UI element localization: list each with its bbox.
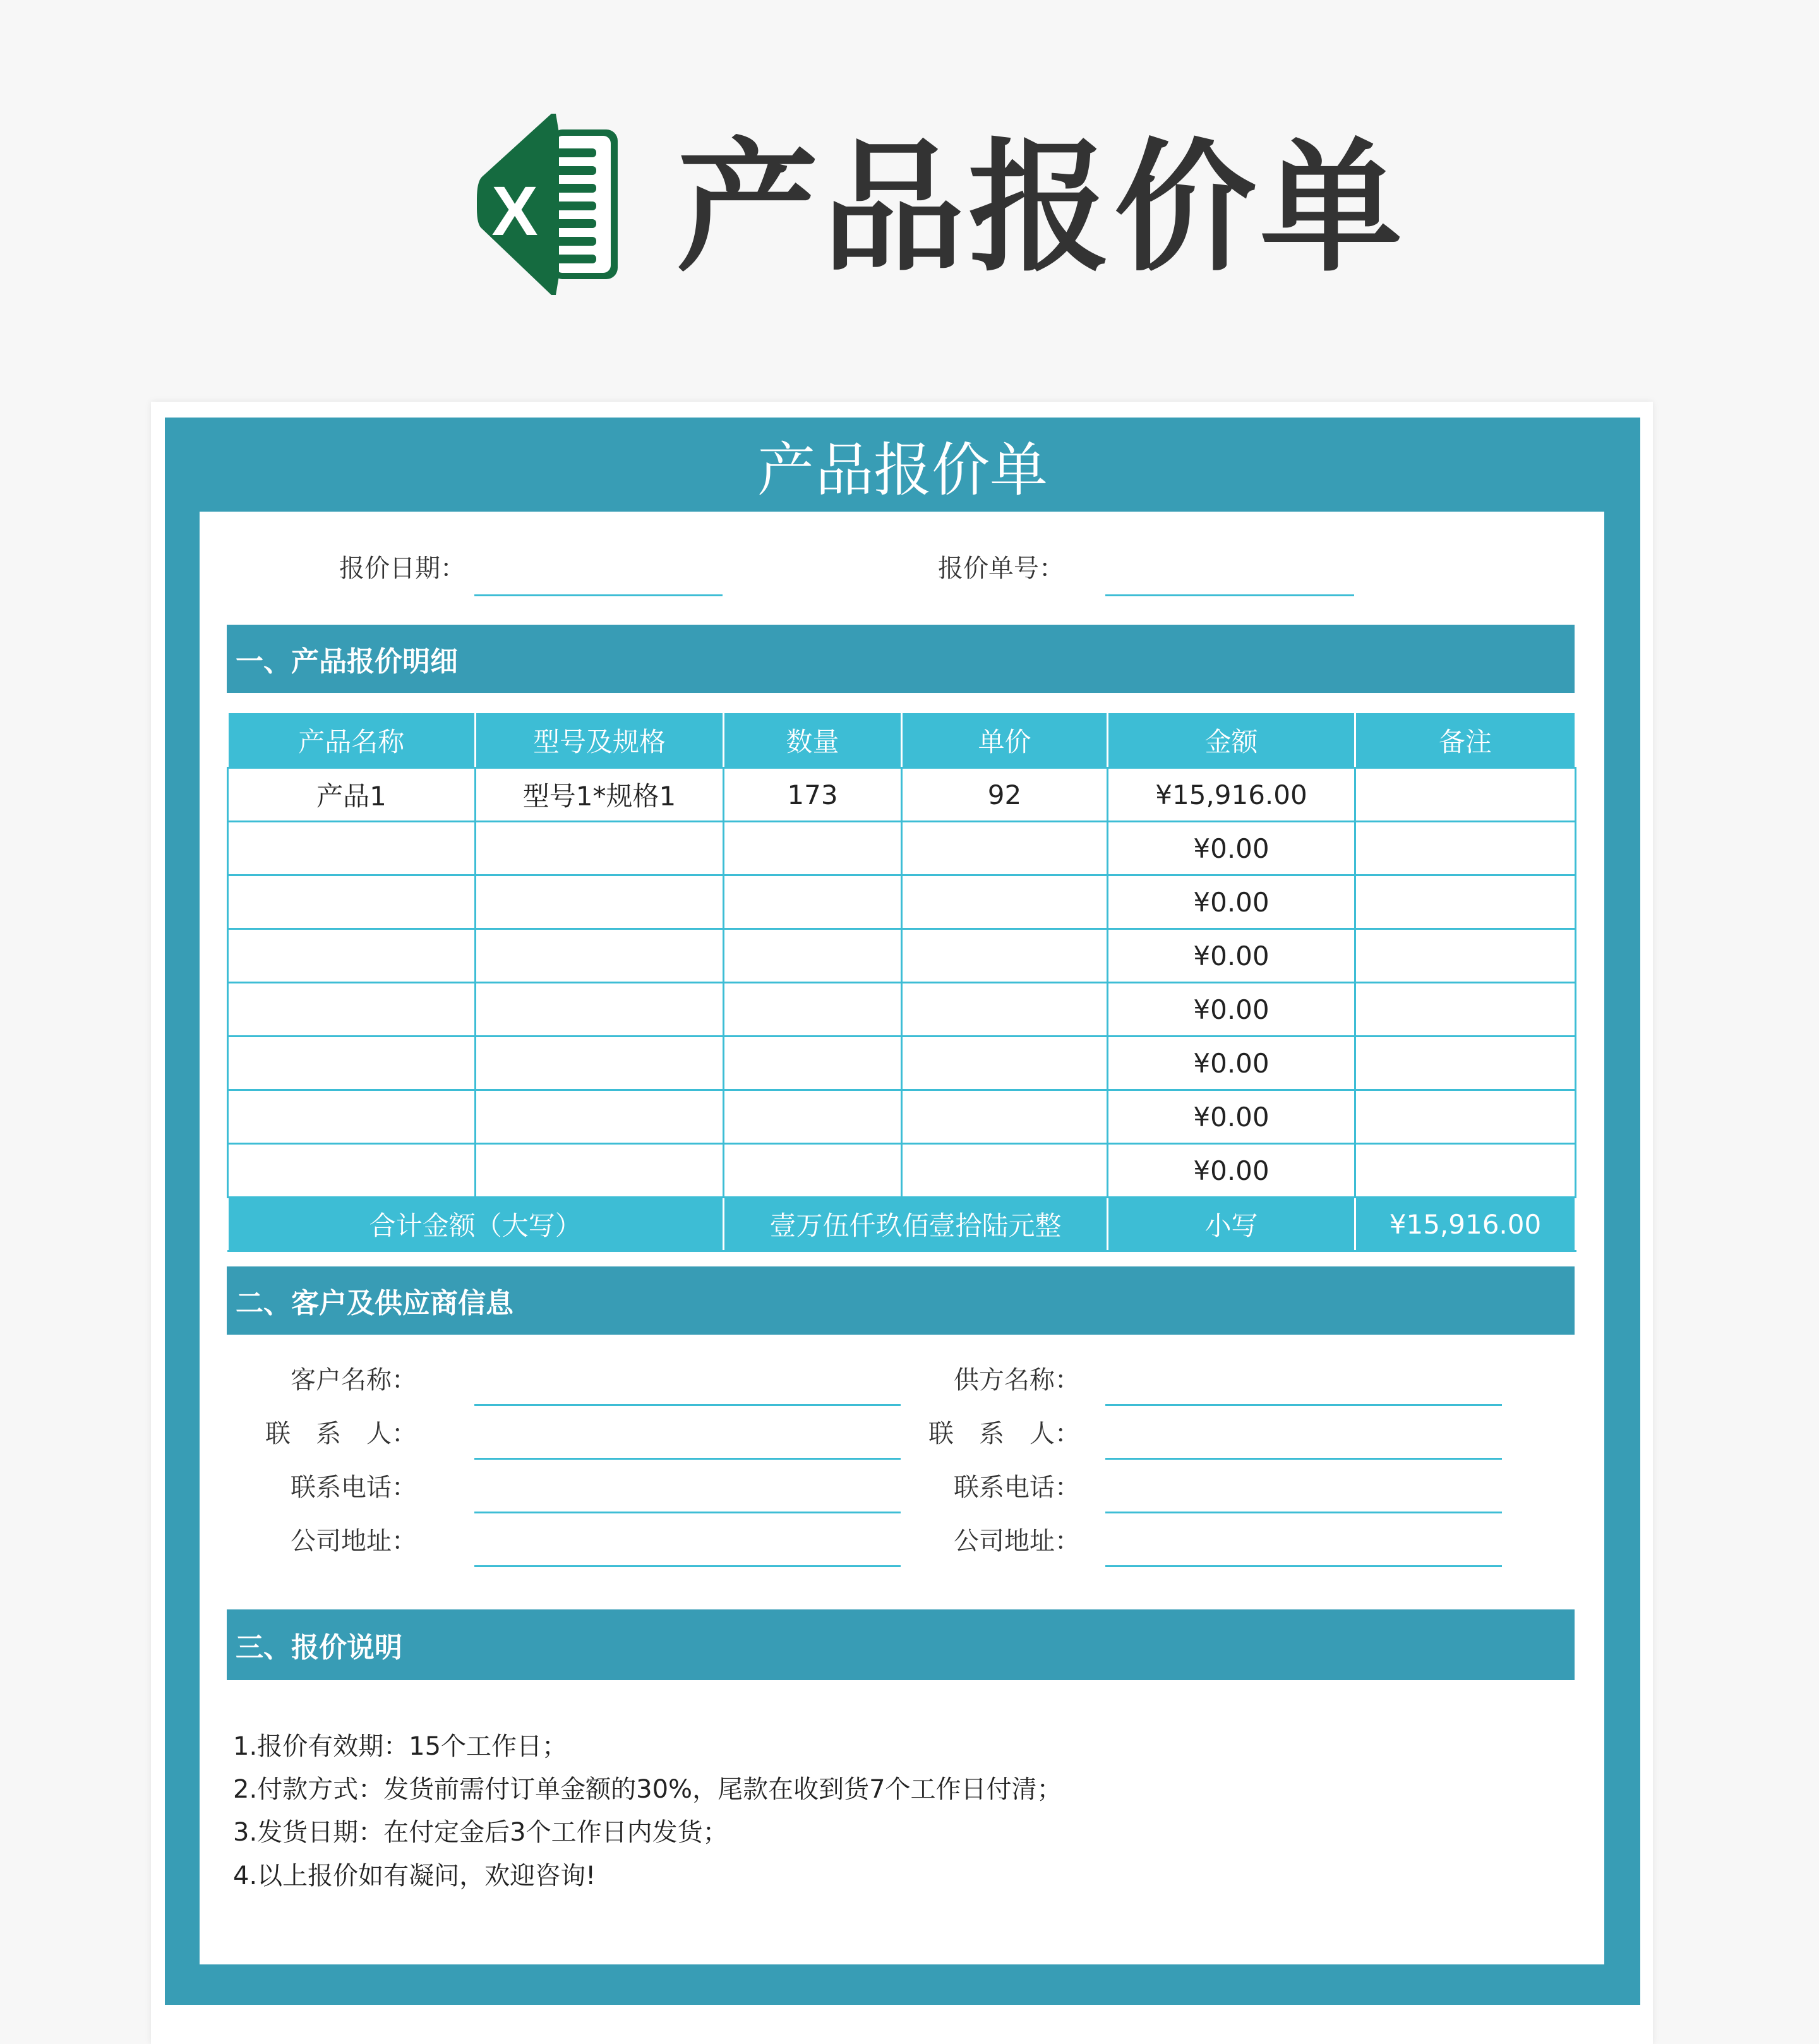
table-cell[interactable]: ¥0.00 xyxy=(1108,1090,1355,1144)
table-cell[interactable] xyxy=(476,929,724,983)
table-cell[interactable]: ¥15,916.00 xyxy=(1108,768,1355,822)
table-cell[interactable] xyxy=(724,1144,902,1198)
table-cell[interactable] xyxy=(1355,1090,1576,1144)
table-cell[interactable] xyxy=(476,1037,724,1090)
quote-number-field[interactable] xyxy=(1105,594,1354,596)
table-cell[interactable]: 173 xyxy=(724,768,902,822)
table-cell[interactable]: ¥0.00 xyxy=(1108,1037,1355,1090)
total-uppercase: 壹万伍仟玖佰壹拾陆元整 xyxy=(724,1198,1108,1251)
table-cell[interactable]: ¥0.00 xyxy=(1108,983,1355,1037)
supplier-field-input[interactable] xyxy=(1105,1565,1502,1567)
table-cell[interactable] xyxy=(724,822,902,875)
table-cell[interactable] xyxy=(1355,875,1576,929)
table-cell[interactable] xyxy=(476,1144,724,1198)
table-cell[interactable] xyxy=(902,822,1108,875)
supplier-field-input[interactable] xyxy=(1105,1512,1502,1513)
note-line: 4.以上报价如有凝问，欢迎咨询! xyxy=(233,1861,596,1891)
customer-field-input[interactable] xyxy=(474,1565,901,1567)
customer-field-input[interactable] xyxy=(474,1404,901,1406)
supplier-field-label: 公司地址： xyxy=(954,1527,1080,1556)
table-cell[interactable] xyxy=(1355,822,1576,875)
table-row xyxy=(228,875,1576,929)
sheet-title: 产品报价单 xyxy=(757,436,1048,504)
note-line: 3.发货日期：在付定金后3个工作日内发货； xyxy=(233,1818,728,1847)
customer-field-label: 联系电话： xyxy=(291,1473,417,1502)
page-title: 产品报价单 xyxy=(676,126,1406,291)
table-cell[interactable] xyxy=(724,1037,902,1090)
table-cell[interactable] xyxy=(476,1090,724,1144)
table-cell[interactable] xyxy=(902,983,1108,1037)
column-header: 单价 xyxy=(902,712,1108,768)
table-cell[interactable] xyxy=(724,875,902,929)
table-cell[interactable] xyxy=(902,929,1108,983)
supplier-field-label: 供方名称： xyxy=(954,1366,1080,1395)
table-cell[interactable] xyxy=(724,1090,902,1144)
note-line: 1.报价有效期：15个工作日； xyxy=(233,1732,568,1761)
table-row xyxy=(228,1144,1576,1198)
table-cell[interactable]: 92 xyxy=(902,768,1108,822)
table-row xyxy=(228,983,1576,1037)
quote-table xyxy=(227,711,1576,1252)
table-row xyxy=(228,822,1576,875)
table-cell[interactable] xyxy=(1355,768,1576,822)
customer-field-input[interactable] xyxy=(474,1512,901,1513)
svg-text:X: X xyxy=(491,172,538,250)
table-cell[interactable] xyxy=(902,1090,1108,1144)
column-header: 产品名称 xyxy=(228,712,476,768)
table-row xyxy=(228,1037,1576,1090)
table-cell[interactable] xyxy=(476,875,724,929)
excel-logo-icon xyxy=(477,114,622,295)
total-small-value: ¥15,916.00 xyxy=(1355,1198,1576,1251)
table-cell[interactable] xyxy=(902,1037,1108,1090)
table-cell[interactable]: ¥0.00 xyxy=(1108,929,1355,983)
customer-field-label: 联 系 人： xyxy=(265,1419,417,1448)
supplier-field-label: 联 系 人： xyxy=(928,1419,1080,1448)
table-cell[interactable] xyxy=(476,983,724,1037)
supplier-field-input[interactable] xyxy=(1105,1404,1502,1406)
table-cell[interactable] xyxy=(724,929,902,983)
table-row xyxy=(228,1090,1576,1144)
column-header: 数量 xyxy=(724,712,902,768)
customer-field-input[interactable] xyxy=(474,1458,901,1460)
table-cell[interactable]: 产品1 xyxy=(228,768,476,822)
section-product-details: 一、产品报价明细 xyxy=(227,625,1575,693)
table-cell[interactable] xyxy=(228,983,476,1037)
total-row xyxy=(228,1198,1576,1251)
table-cell[interactable]: ¥0.00 xyxy=(1108,875,1355,929)
customer-field-label: 客户名称： xyxy=(291,1366,417,1395)
table-row xyxy=(228,768,1576,822)
table-cell[interactable] xyxy=(476,822,724,875)
total-small-label: 小写 xyxy=(1108,1198,1355,1251)
column-header: 金额 xyxy=(1108,712,1355,768)
table-cell[interactable] xyxy=(1355,1037,1576,1090)
total-label: 合计金额（大写） xyxy=(228,1198,724,1251)
column-header: 型号及规格 xyxy=(476,712,724,768)
quote-date-field[interactable] xyxy=(474,594,723,596)
customer-field-label: 公司地址： xyxy=(291,1527,417,1556)
table-cell[interactable] xyxy=(1355,929,1576,983)
table-cell[interactable] xyxy=(902,1144,1108,1198)
section-customer-supplier: 二、客户及供应商信息 xyxy=(227,1266,1575,1335)
quote-number-label: 报价单号： xyxy=(938,554,1064,583)
table-cell[interactable] xyxy=(228,1037,476,1090)
table-cell[interactable] xyxy=(228,1090,476,1144)
table-cell[interactable] xyxy=(228,1144,476,1198)
table-cell[interactable] xyxy=(1355,1144,1576,1198)
table-cell[interactable] xyxy=(902,875,1108,929)
supplier-field-label: 联系电话： xyxy=(954,1473,1080,1502)
table-cell[interactable]: ¥0.00 xyxy=(1108,822,1355,875)
table-cell[interactable] xyxy=(724,983,902,1037)
section-quote-notes: 三、报价说明 xyxy=(227,1609,1575,1680)
table-row xyxy=(228,929,1576,983)
table-cell[interactable] xyxy=(1355,983,1576,1037)
table-cell[interactable] xyxy=(228,929,476,983)
supplier-field-input[interactable] xyxy=(1105,1458,1502,1460)
table-cell[interactable] xyxy=(228,822,476,875)
note-line: 2.付款方式：发货前需付订单金额的30%，尾款在收到货7个工作日付清； xyxy=(233,1775,1062,1804)
column-header: 备注 xyxy=(1355,712,1576,768)
table-cell[interactable]: ¥0.00 xyxy=(1108,1144,1355,1198)
table-cell[interactable] xyxy=(228,875,476,929)
table-cell[interactable]: 型号1*规格1 xyxy=(476,768,724,822)
quote-date-label: 报价日期： xyxy=(339,554,465,583)
